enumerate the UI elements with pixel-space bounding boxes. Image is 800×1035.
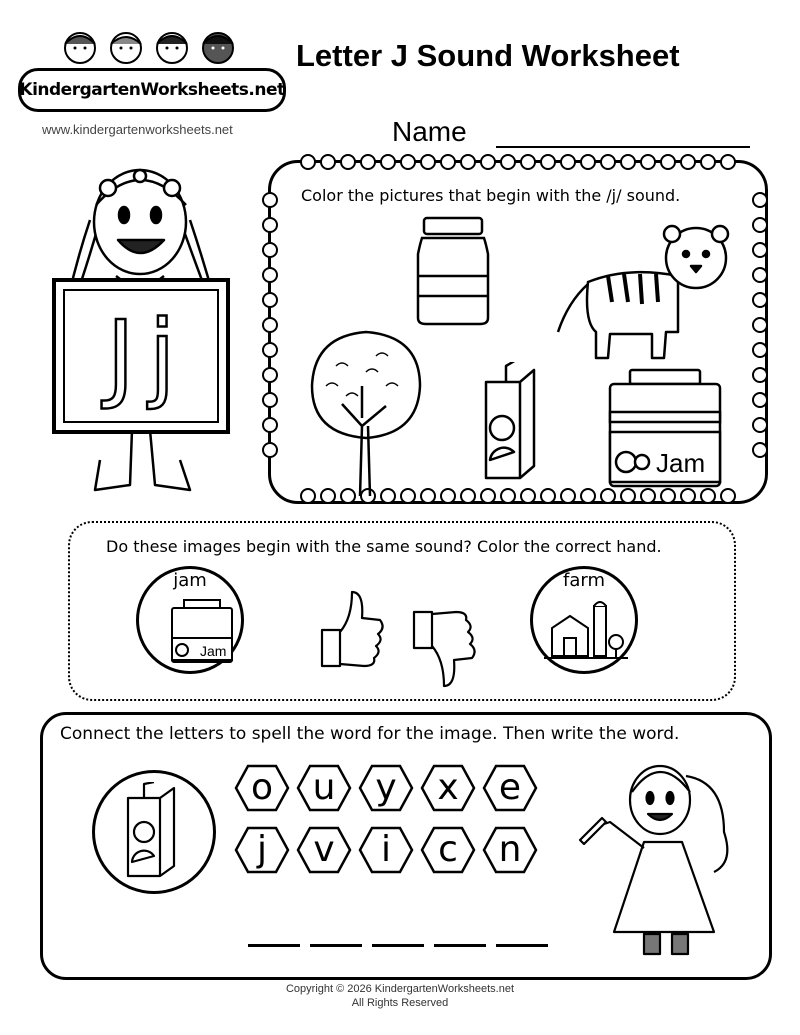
jam-label: Jam <box>656 448 706 478</box>
letter-hex[interactable]: i <box>358 826 414 874</box>
kids-logo-icon <box>48 22 248 74</box>
rights-text: All Rights Reserved <box>351 997 449 1009</box>
page-title: Letter J Sound Worksheet <box>296 38 680 73</box>
thumbs-up-icon[interactable] <box>318 588 386 670</box>
thumbs-down-icon[interactable] <box>410 606 478 690</box>
tree-icon[interactable] <box>306 326 426 496</box>
answer-blanks[interactable] <box>248 944 548 947</box>
letter-hex[interactable]: j <box>234 826 290 874</box>
letter-card <box>52 278 230 434</box>
answer-blank[interactable] <box>248 944 300 947</box>
tiger-icon[interactable] <box>548 222 730 362</box>
girl-writing-icon <box>574 752 754 962</box>
answer-blank[interactable] <box>434 944 486 947</box>
letter-hex[interactable]: c <box>420 826 476 874</box>
letter-hex[interactable]: o <box>234 764 290 812</box>
letter-hex[interactable]: e <box>482 764 538 812</box>
letter-row-1 <box>234 764 538 812</box>
letter-hex[interactable]: x <box>420 764 476 812</box>
letter-hex[interactable]: u <box>296 764 352 812</box>
name-write-line[interactable] <box>496 146 750 148</box>
right-word: farm <box>563 570 605 591</box>
answer-blank[interactable] <box>496 944 548 947</box>
jar-icon[interactable] <box>412 214 494 326</box>
juice-box-icon[interactable] <box>480 362 540 482</box>
letter-hex[interactable]: n <box>482 826 538 874</box>
answer-blank[interactable] <box>310 944 362 947</box>
small-jam-label: Jam <box>200 643 227 659</box>
name-label: Name <box>392 116 467 147</box>
letter-row-2 <box>234 826 538 874</box>
instruction-1: Color the pictures that begin with the /j/ sound. <box>301 186 681 205</box>
copyright-text: Copyright © 2026 KindergartenWorksheets.net <box>285 983 515 995</box>
site-url: www.kindergartenworksheets.net <box>42 122 233 137</box>
letter-upper: J <box>106 300 135 412</box>
instruction-3: Connect the letters to spell the word for the image. Then write the word. <box>60 724 680 744</box>
farm-barn-icon <box>544 594 628 664</box>
answer-blank[interactable] <box>372 944 424 947</box>
instruction-2: Do these images begin with the same sound? Color the correct hand. <box>106 537 662 556</box>
letter-hex[interactable]: y <box>358 764 414 812</box>
copyright-footer <box>0 982 800 1010</box>
left-word: jam <box>173 570 207 591</box>
site-logo <box>18 68 286 112</box>
letter-hex[interactable]: v <box>296 826 352 874</box>
small-juice-box-icon <box>124 782 180 878</box>
logo-text: KindergartenWorksheets.net <box>19 80 285 100</box>
letter-lower: j <box>148 300 176 412</box>
